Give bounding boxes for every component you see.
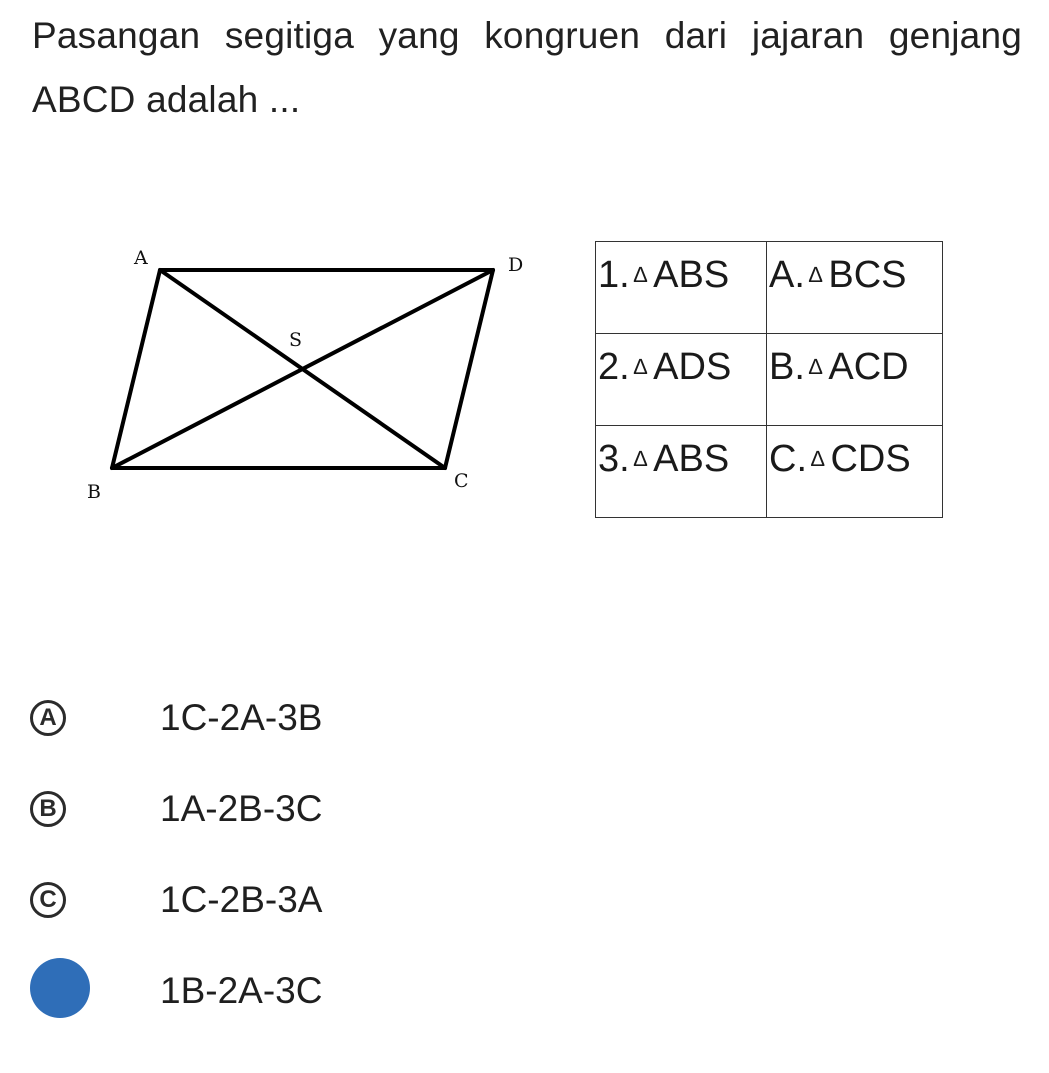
row-letter: B. <box>769 346 805 388</box>
vertex-label-c: C <box>454 470 469 492</box>
triangle-icon: ∆ <box>633 354 648 379</box>
option-a-badge-icon[interactable]: A <box>30 700 66 736</box>
triangle-name: ACD <box>828 346 909 388</box>
answer-option-c[interactable] <box>30 879 630 973</box>
vertex-label-s: S <box>289 329 303 351</box>
parallelogram-figure <box>70 232 550 522</box>
table-cell-left <box>596 334 767 426</box>
option-a-text[interactable]: 1C-2A-3B <box>160 697 323 738</box>
table-cell-right <box>767 426 943 518</box>
side-ba <box>112 270 160 468</box>
row-letter: A. <box>769 254 805 296</box>
row-number: 1. <box>598 254 630 296</box>
answer-option-d[interactable] <box>30 970 630 1064</box>
triangle-icon: ∆ <box>808 262 823 287</box>
triangle-name: BCS <box>828 254 907 296</box>
table-cell-left <box>596 242 767 334</box>
vertex-label-b: B <box>87 481 101 503</box>
option-c-text[interactable]: 1C-2B-3A <box>160 879 323 920</box>
row-letter: C. <box>769 438 807 480</box>
question-text: Pasangan segitiga yang kongruen dari jajaran genjang ABCD adalah ... <box>32 15 1022 120</box>
row-number: 3. <box>598 438 630 480</box>
table-cell-right <box>767 242 943 334</box>
option-c-badge-icon[interactable]: C <box>30 882 66 918</box>
row-number: 2. <box>598 346 630 388</box>
table-cell-right <box>767 334 943 426</box>
side-dc <box>445 270 493 468</box>
vertex-label-a: A <box>134 247 148 269</box>
selected-radio-icon[interactable] <box>30 958 90 1018</box>
vertex-label-d: D <box>508 254 524 276</box>
table-row <box>596 426 943 518</box>
option-b-text[interactable]: 1A-2B-3C <box>160 788 323 829</box>
table-row <box>596 242 943 334</box>
option-b-badge-icon[interactable]: B <box>30 791 66 827</box>
triangle-icon: ∆ <box>808 354 823 379</box>
triangle-icon: ∆ <box>633 262 648 287</box>
triangle-name: ADS <box>653 346 732 388</box>
parallelogram-diagram <box>70 232 550 522</box>
triangle-name: ABS <box>653 254 730 296</box>
option-d-text[interactable]: 1B-2A-3C <box>160 970 323 1011</box>
triangle-name: CDS <box>830 438 911 480</box>
triangle-name: ABS <box>653 438 730 480</box>
matching-table <box>595 241 943 518</box>
table-row <box>596 334 943 426</box>
answer-options <box>30 697 630 1064</box>
triangle-icon: ∆ <box>633 446 648 471</box>
diagonal-bd <box>112 270 493 468</box>
table-cell-left <box>596 426 767 518</box>
answer-option-b[interactable] <box>30 788 630 882</box>
triangle-icon: ∆ <box>811 446 825 471</box>
answer-option-a[interactable] <box>30 697 630 791</box>
